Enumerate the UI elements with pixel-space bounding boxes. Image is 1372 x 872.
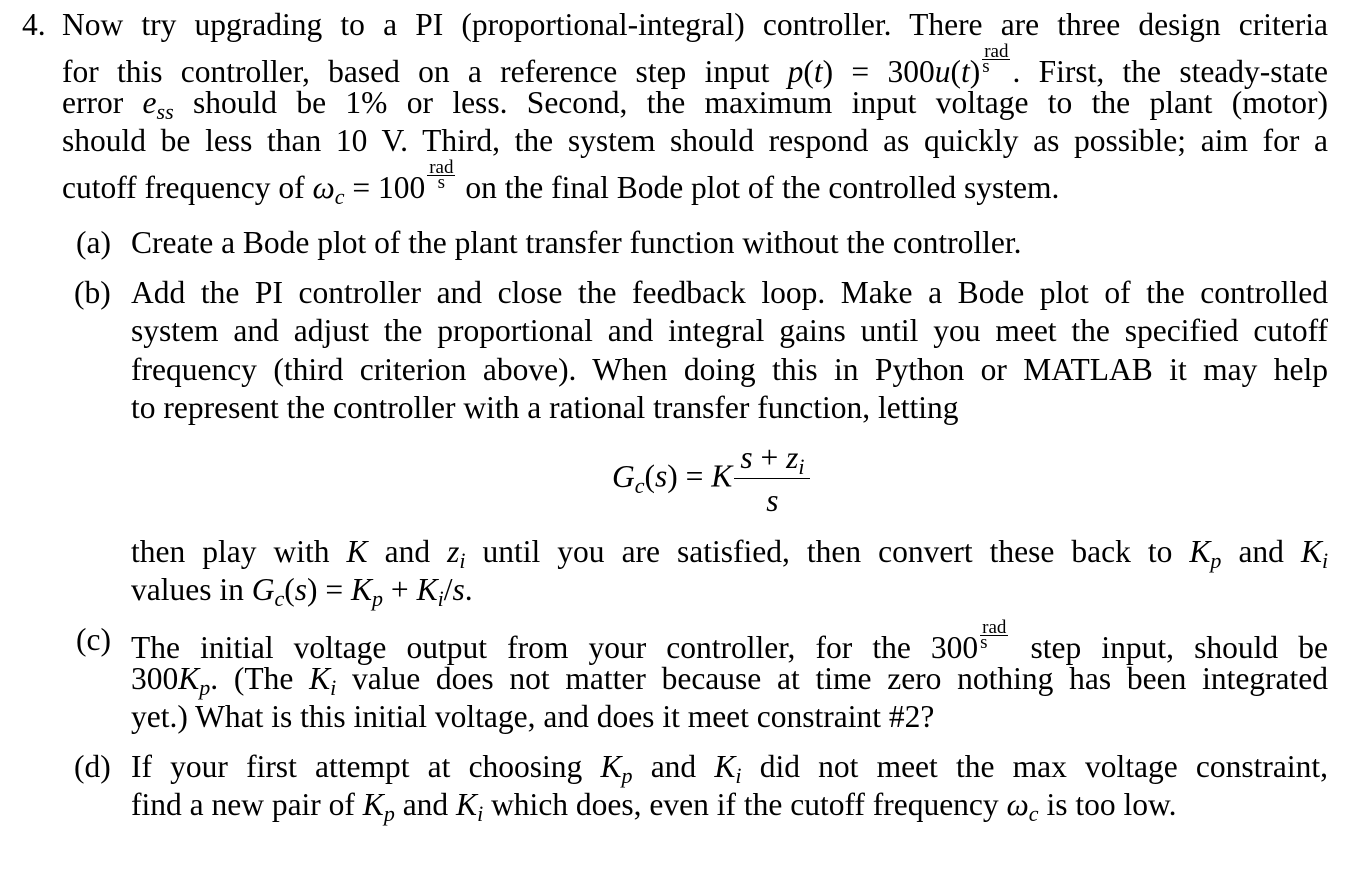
- part-b-line-4: to represent the controller with a rational transfer function, letting: [131, 390, 959, 425]
- step-input-eq: p: [787, 54, 804, 89]
- part-a-label: (a): [76, 225, 111, 260]
- part-a-text: Create a Bode plot of the plant transfer function without the controller.: [131, 225, 1022, 260]
- part-c-label: (c): [76, 622, 111, 657]
- intro-line-4: should be less than 10 V. Third, the system should respond as quickly as possible; aim for a: [62, 123, 1328, 158]
- part-c-line-3: yet.) What is this initial voltage, and does it meet constraint #2?: [131, 699, 935, 734]
- intro-line-3: error $e_{ss}$ should be 1% or less. Second, the maximum input voltage to the plant (motor): [62, 85, 1328, 124]
- intro-line-1: Now try upgrading to a PI (proportional-integral) controller. There are three design criteria: [62, 7, 1328, 42]
- intro-line-2a: for this controller, based on a reference step input: [62, 54, 770, 89]
- omega-c-eq: $\omega_c$: [312, 170, 345, 209]
- part-b-line-5: then play with K and $z_i$ until you are satisfied, then convert these back to $K_p$ and $K_i$: [131, 534, 1329, 573]
- intro-line-2: for this controller, based on a reference step input p(t) = 300u(t) $\frac{\text{rad}}{s}$ . First, the steady-state: [62, 41, 1329, 89]
- intro-line-2b: . First, the steady-state: [1012, 54, 1329, 89]
- part-d-line-2: find a new pair of $K_p$ and $K_i$ which does, even if the cutoff frequency $\omega_c$ is too low.: [131, 787, 1177, 826]
- intro-line-5: cutoff frequency of $\omega_c = 100$ $\frac{\text{rad}}{s}$ on the final Bode plot of the controlled system.: [62, 157, 1060, 209]
- part-b-line-2: system and adjust the proportional and integral gains until you meet the specified cutoff: [131, 313, 1328, 348]
- part-b-line-1: Add the PI controller and close the feedback loop. Make a Bode plot of the controlled: [131, 275, 1328, 310]
- rad-per-s-unit: $\frac{\text{rad}}{s}$: [982, 41, 1009, 77]
- part-b-line-3: frequency (third criterion above). When doing this in Python or MATLAB it may help: [131, 352, 1328, 387]
- part-b-label: (b): [74, 275, 111, 310]
- part-c-line-2: $300K_p$. (The $K_i$ value does not matter because at time zero nothing has been integrated: [131, 661, 1329, 700]
- ess-symbol: $e_{ss}$: [142, 85, 174, 124]
- rad-per-s-unit-2: $\frac{\text{rad}}{s}$: [429, 157, 454, 193]
- controller-equation: $G_c(s) = K$ $\frac{s + z_i}{s}$: [612, 440, 810, 519]
- problem-number: 4.: [22, 7, 46, 42]
- part-d-label: (d): [74, 749, 111, 784]
- part-d-line-1: If your first attempt at choosing $K_p$ and $K_i$ did not meet the max voltage constraint,: [131, 749, 1329, 788]
- part-b-line-6: values in $G_c(s) = K_p + K_i/s$.: [131, 572, 473, 611]
- part-c-line-1: The initial voltage output from your controller, for the 300 $\frac{\text{rad}}{s}$ step input, should be: [131, 617, 1328, 665]
